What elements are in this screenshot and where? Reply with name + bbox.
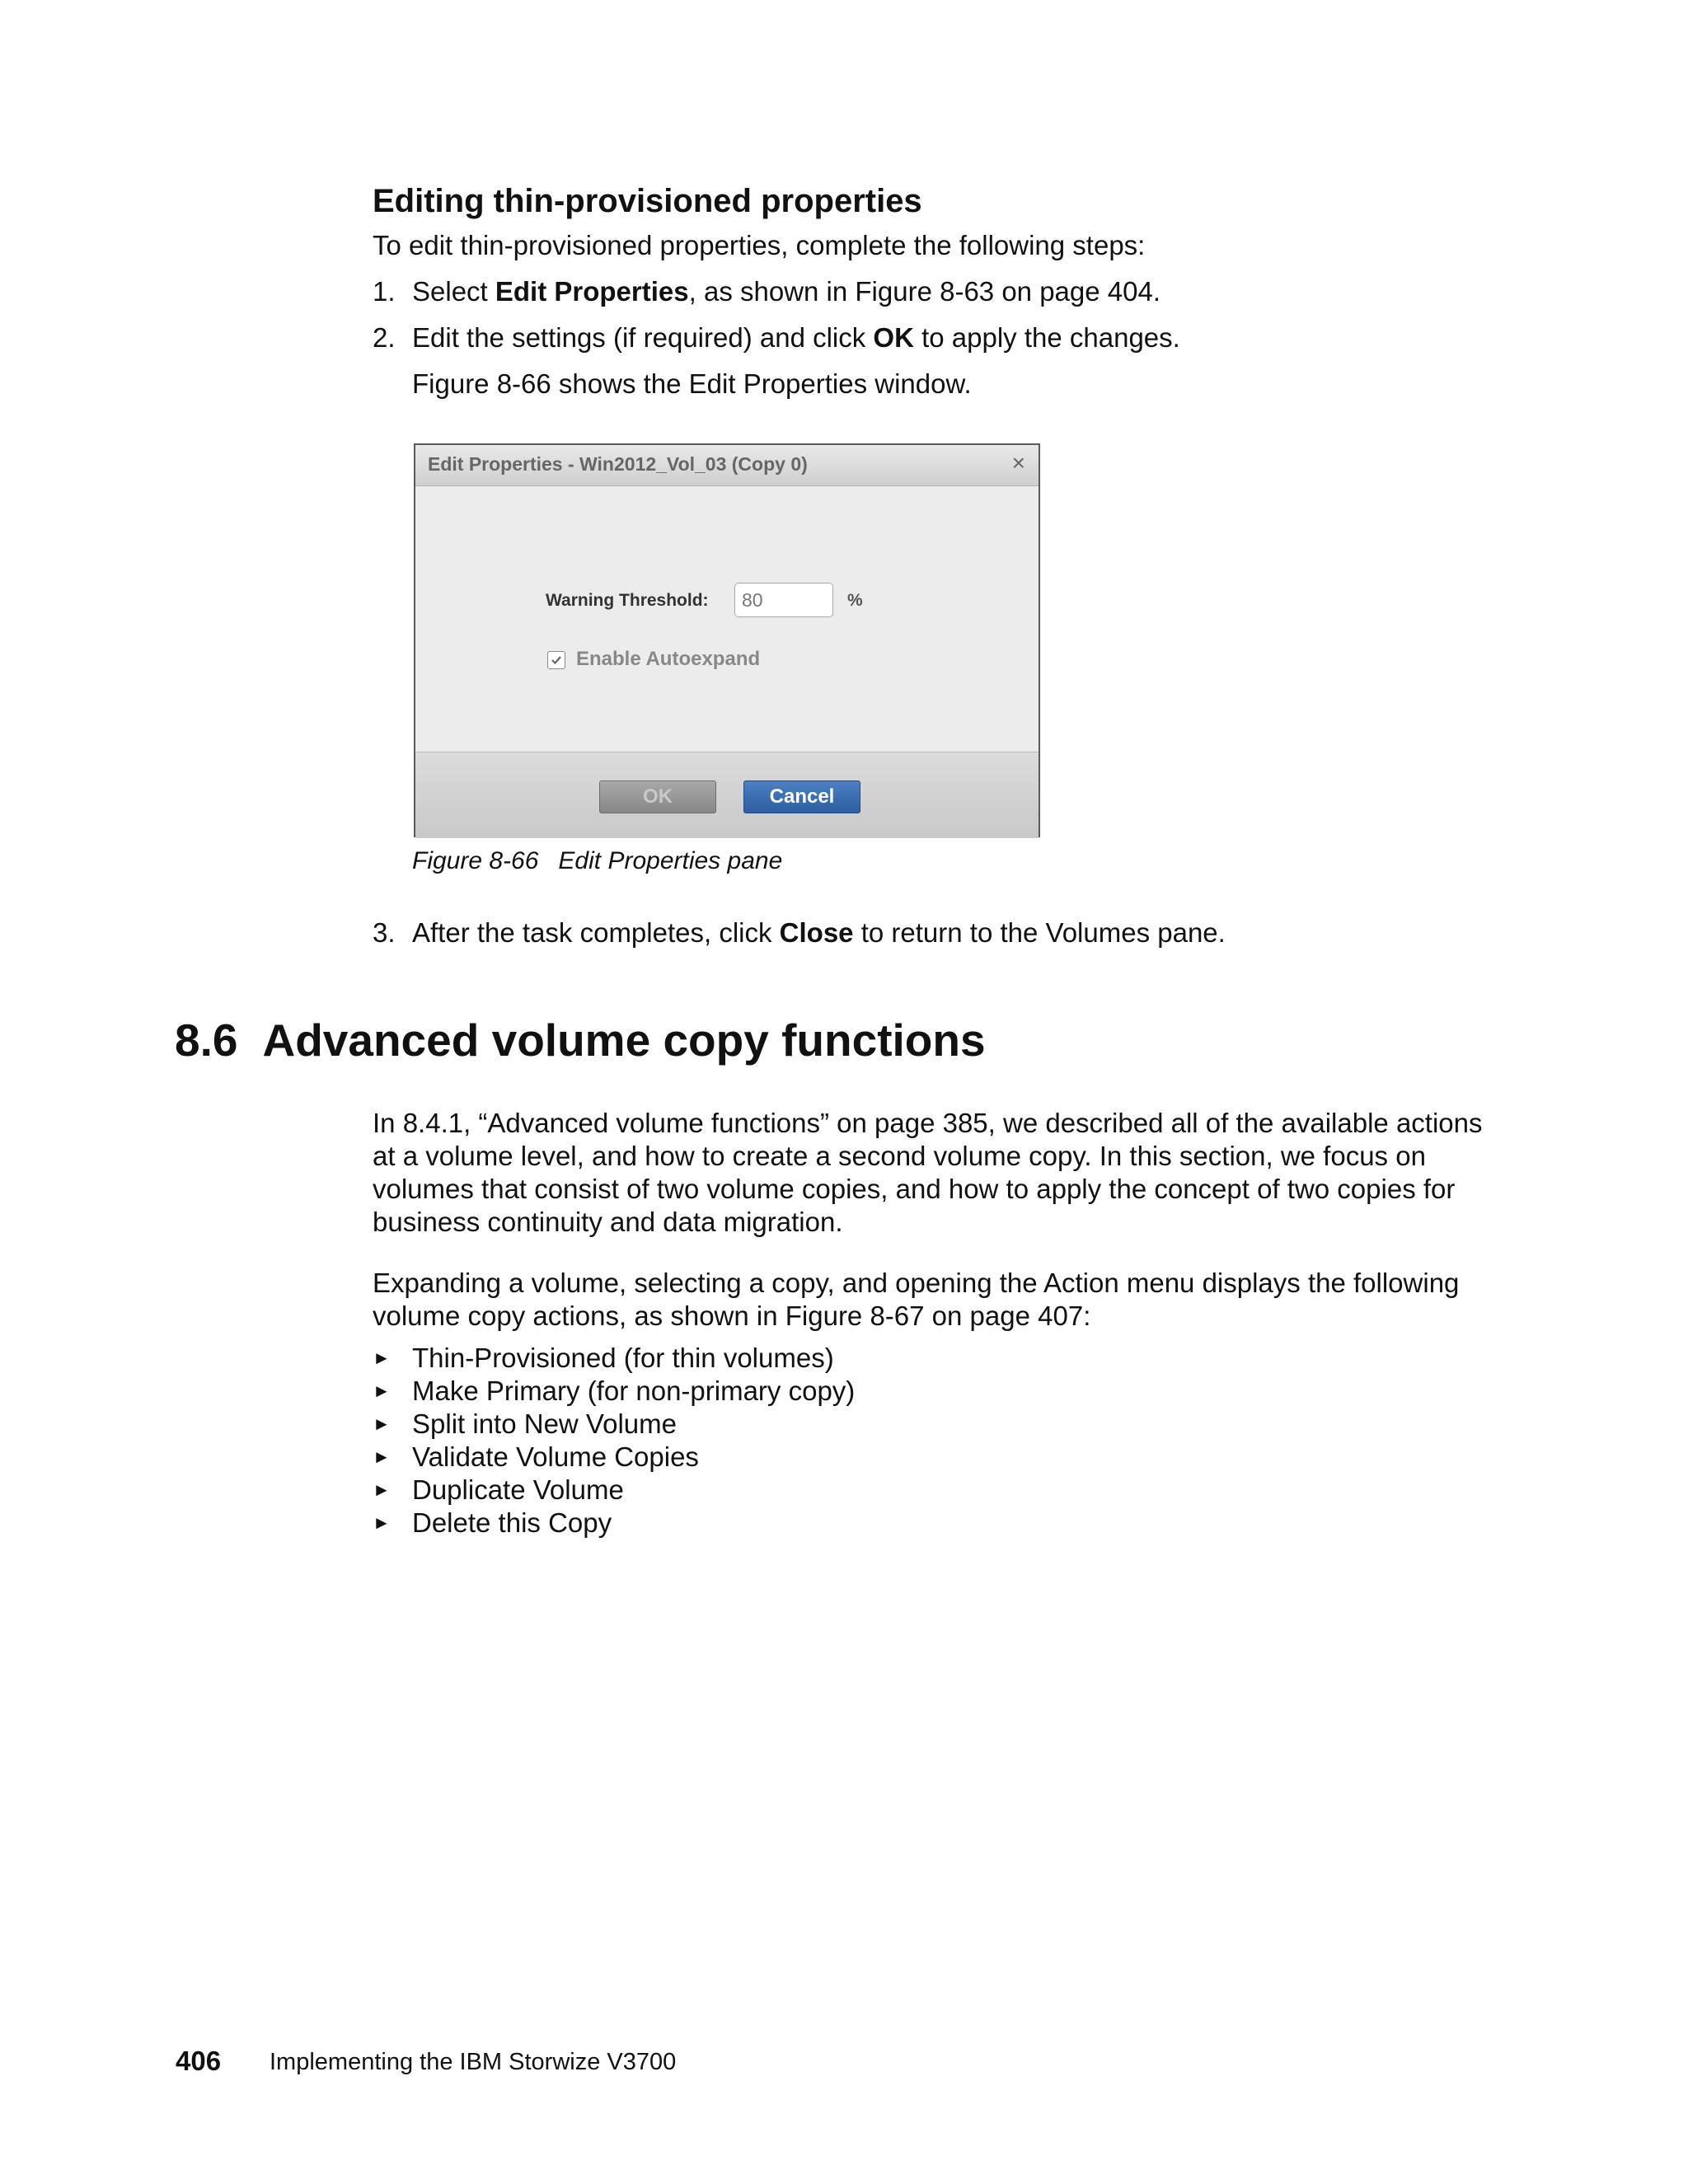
chapter-number: 8.6 [175,1015,238,1066]
dialog-footer [415,752,1039,838]
edit-properties-dialog [414,443,1040,837]
bullet-triangle-icon: ► [373,1347,391,1368]
list-item: ► Make Primary (for non-primary copy) [373,1376,856,1406]
step-text: Edit the settings (if required) and click OK to apply the changes. [412,322,1180,353]
cancel-button[interactable]: Cancel [743,780,860,813]
step-text: Select Edit Properties, as shown in Figure 8-63 on page 404. [412,276,1161,307]
step-3 [373,916,1609,949]
bullet-triangle-icon: ► [373,1446,391,1467]
list-item: ► Delete this Copy [373,1507,612,1538]
list-item: ► Validate Volume Copies [373,1441,699,1472]
warning-threshold-input[interactable] [734,583,833,617]
percent-unit: % [847,591,863,610]
list-item: ► Split into New Volume [373,1408,677,1439]
step-number: 1. [373,276,396,307]
step-1 [373,275,1526,308]
enable-autoexpand-label[interactable]: Enable Autoexpand [576,648,761,670]
section-heading: Editing thin-provisioned properties [373,183,922,219]
list-item: ► Duplicate Volume [373,1474,624,1505]
book-title: Implementing the IBM Storwize V3700 [270,2049,677,2075]
dialog-title-bar [415,445,1039,486]
warning-threshold-label: Warning Threshold: [546,591,709,610]
figure-caption-text: Edit Properties pane [558,847,783,874]
figure-caption [412,847,782,875]
bullet-triangle-icon: ► [373,1512,391,1533]
step-text: After the task completes, click Close to return to the Volumes pane. [412,917,1226,948]
page-number: 406 [176,2046,222,2076]
checkmark-icon [550,654,563,667]
paragraph: Expanding a volume, selecting a copy, and opening the Action menu displays the following volume copy actions, as shown in Figure 8-67 on page 407: [373,1268,1460,1331]
step-number: 3. [373,917,396,948]
volume-copy-actions-list [373,1342,855,1540]
dialog-title: Edit Properties - Win2012_Vol_03 (Copy 0) [428,453,808,475]
chapter-heading [175,1014,986,1066]
ok-button[interactable]: OK [599,780,716,813]
bullet-triangle-icon: ► [373,1479,391,1500]
enable-autoexpand-checkbox[interactable] [547,651,565,669]
figure-caption-label: Figure 8-66 [412,847,539,874]
close-icon[interactable]: × [1011,450,1025,476]
bullet-triangle-icon: ► [373,1413,391,1434]
paragraph: In 8.4.1, “Advanced volume functions” on page 385, we described all of the available actions at a volume level, and how to create a second volume copy. In this section, we focus on volumes that consist of two volume copies, and how to apply the concept of two copies for business continuity and data migration. [373,1108,1483,1237]
intro-text: To edit thin-provisioned properties, complete the following steps: [373,230,1146,260]
step-2 [373,321,1526,354]
figure-intro: Figure 8-66 shows the Edit Properties window. [412,368,972,399]
bullet-triangle-icon: ► [373,1380,391,1401]
chapter-title: Advanced volume copy functions [262,1015,986,1066]
step-number: 2. [373,322,396,353]
list-item: ► Thin-Provisioned (for thin volumes) [373,1343,834,1373]
